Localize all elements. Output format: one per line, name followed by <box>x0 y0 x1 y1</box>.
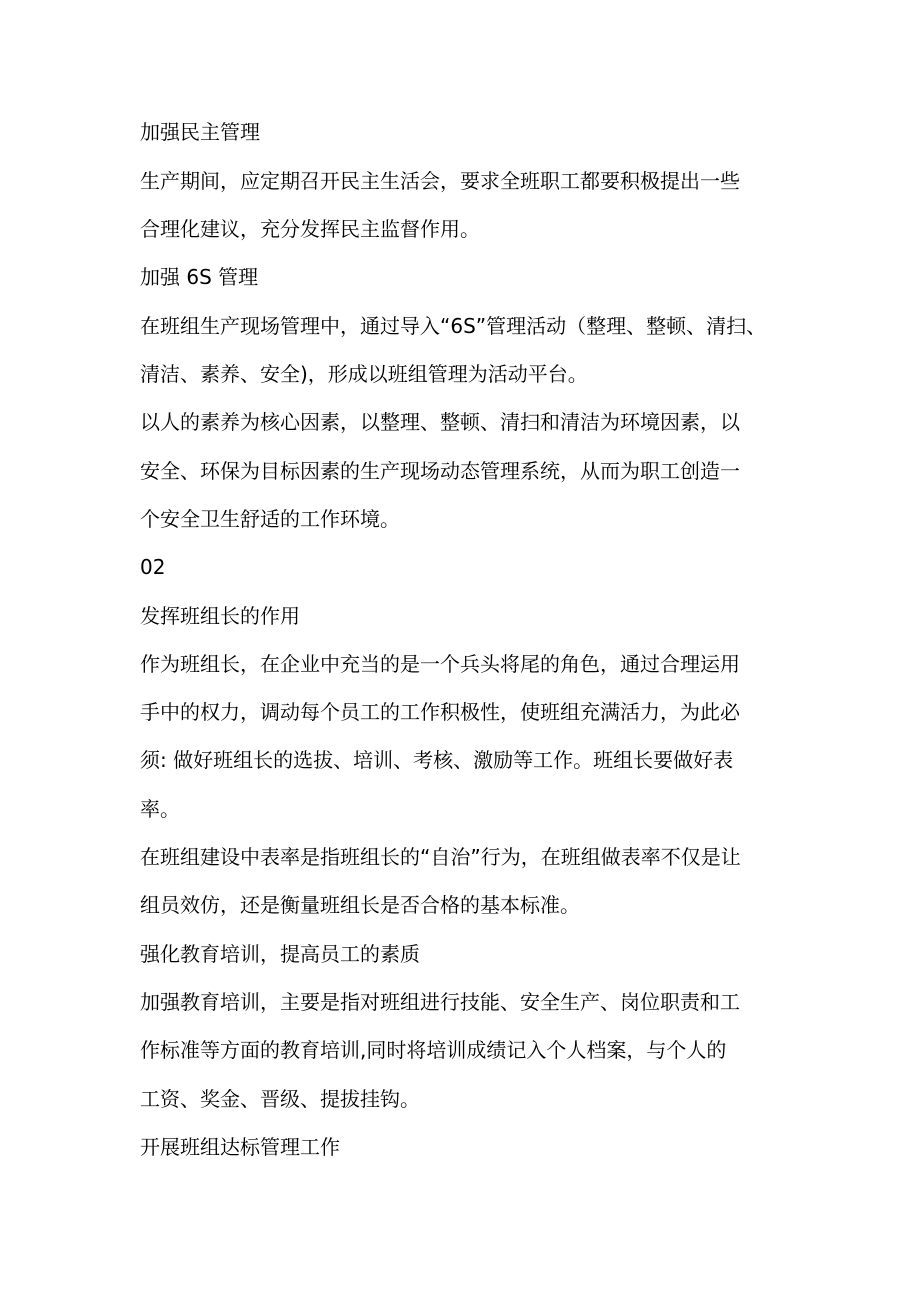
paragraph-line: 率。 <box>140 797 180 821</box>
paragraph-line: 在班组生产现场管理中，通过导入“6S”管理活动（整理、整顿、清扫、 <box>140 314 767 338</box>
heading-democratic-management: 加强民主管理 <box>140 120 260 144</box>
paragraph-line: 作为班组长，在企业中充当的是一个兵头将尾的角色，通过合理运用 <box>140 652 740 676</box>
heading-compliance-management: 开展班组达标管理工作 <box>140 1135 340 1159</box>
paragraph-line: 加强教育培训，主要是指对班组进行技能、安全生产、岗位职责和工 <box>140 990 740 1014</box>
section-number: 02 <box>140 555 166 579</box>
paragraph-line: 组员效仿，还是衡量班组长是否合格的基本标准。 <box>140 893 580 917</box>
heading-team-leader-role: 发挥班组长的作用 <box>140 604 300 628</box>
paragraph-line: 在班组建设中表率是指班组长的“自治”行为，在班组做表率不仅是让 <box>140 845 741 869</box>
paragraph-line: 合理化建议，充分发挥民主监督作用。 <box>140 217 480 241</box>
paragraph-line: 以人的素养为核心因素，以整理、整顿、清扫和清洁为环境因素，以 <box>140 410 740 434</box>
paragraph-line: 生产期间，应定期召开民主生活会，要求全班职工都要积极提出一些 <box>140 169 740 193</box>
paragraph-line: 作标准等方面的教育培训,同时将培训成绩记入个人档案，与个人的 <box>140 1038 727 1062</box>
heading-education-training: 强化教育培训，提高员工的素质 <box>140 942 420 966</box>
paragraph-line: 个安全卫生舒适的工作环境。 <box>140 507 400 531</box>
heading-6s-management: 加强 6S 管理 <box>140 265 259 289</box>
paragraph-line: 工资、奖金、晋级、提拔挂钩。 <box>140 1087 420 1111</box>
paragraph-line: 须: 做好班组长的选拔、培训、考核、激励等工作。班组长要做好表 <box>140 748 734 772</box>
paragraph-line: 安全、环保为目标因素的生产现场动态管理系统，从而为职工创造一 <box>140 459 740 483</box>
paragraph-line: 手中的权力，调动每个员工的工作积极性，使班组充满活力，为此必 <box>140 700 740 724</box>
paragraph-line: 清洁、素养、安全)，形成以班组管理为活动平台。 <box>140 362 588 386</box>
